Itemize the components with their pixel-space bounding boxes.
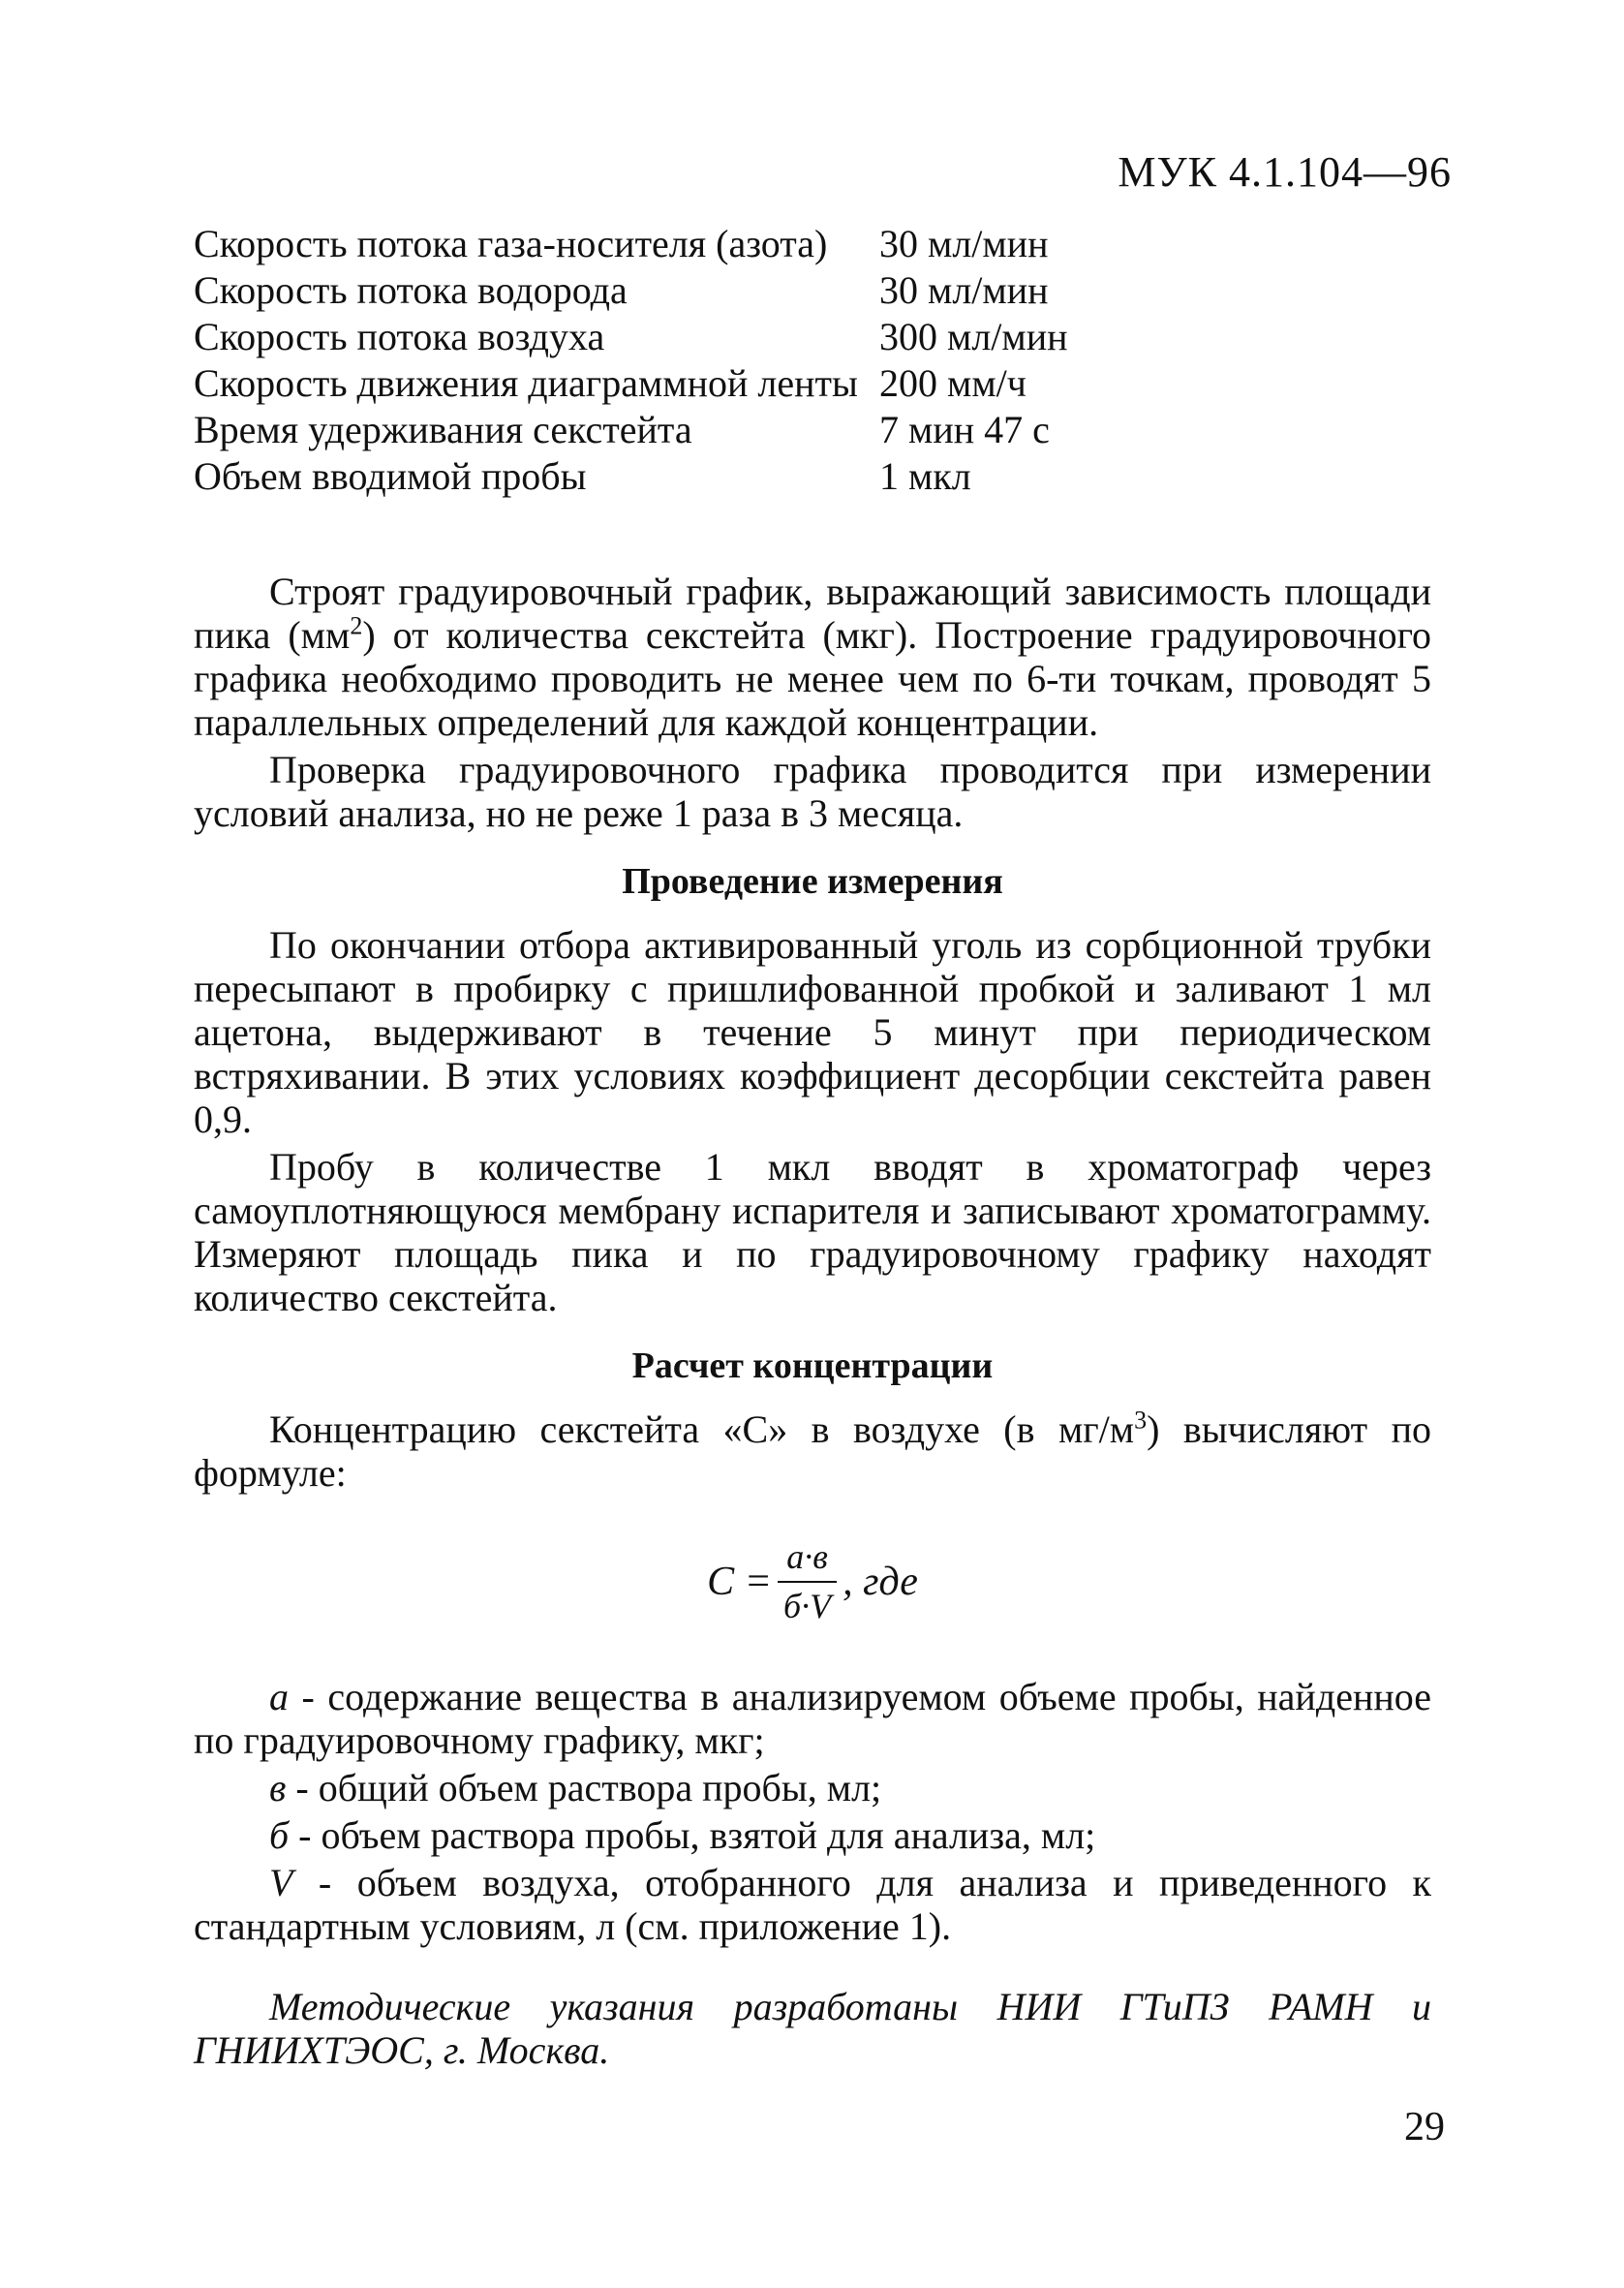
definition-a: а - содержание вещества в анализируемом объеме пробы, найденное по градуировочному графику, мкг;	[194, 1675, 1431, 1762]
definition-air-volume: V - объем воздуха, отобранного для анализа и приведенного к стандартным условиям, л (см. приложение 1).	[194, 1861, 1431, 1948]
param-row-retention-time	[194, 407, 1453, 453]
document-body	[194, 570, 1431, 2072]
paragraph-injection: Пробу в количестве 1 мкл вводят в хроматограф через самоуплотняющуюся мембрану испарителя и записывают хроматограмму. Измеряют площадь пика и по градуировочному графику находят количество секстейта.	[194, 1145, 1431, 1319]
formula-lhs: C =	[707, 1559, 772, 1604]
param-value: 200 мм/ч	[879, 361, 1026, 405]
formula-suffix: , где	[843, 1559, 918, 1604]
formula-fraction	[778, 1535, 837, 1628]
definition-b: б - объем раствора пробы, взятой для анализа, мл;	[269, 1813, 1096, 1857]
paragraph-calibration: Строят градуировочный график, выражающий зависимость площади пика $(мм^2)$ от количества секстейта (мкг). Построение градуировочного графика необходимо проводить не менее чем по 6-ти точкам, проводят 5 параллельных определений для каждой концентрации.	[194, 570, 1432, 744]
param-row-chart-speed	[194, 360, 1453, 407]
param-value: 1 мкл	[879, 454, 971, 498]
param-value: 30 мл/мин	[879, 268, 1049, 312]
formula-denominator: б·V	[778, 1581, 837, 1628]
param-label: Скорость потока водорода	[194, 268, 628, 312]
param-value: 300 мл/мин	[879, 315, 1068, 358]
document-code-header: МУК 4.1.104—96	[1118, 148, 1452, 196]
param-row-carrier-gas	[194, 221, 1453, 267]
param-row-hydrogen	[194, 267, 1453, 314]
definition-v-total: в - общий объем раствора пробы, мл;	[269, 1766, 882, 1809]
section-heading-measurement: Проведение измерения	[622, 861, 1003, 902]
paragraph-formula-intro: Концентрацию секстейта «С» в воздухе (в $мг/м^3$) вычисляют по формуле:	[194, 1406, 1431, 1495]
param-row-air	[194, 314, 1453, 360]
paragraph-calibration-check: Проверка градуировочного графика проводится при измерении условий анализа, но не реже 1 раза в 3 месяца.	[194, 748, 1431, 835]
param-label: Время удерживания секстейта	[194, 408, 692, 451]
param-label: Скорость потока воздуха	[194, 315, 605, 358]
param-label: Скорость движения диаграммной ленты	[194, 361, 858, 405]
parameters-table	[194, 221, 1453, 500]
credits-note: Методические указания разработаны НИИ ГТиПЗ РАМН и ГНИИХТЭОС, г. Москва.	[194, 1985, 1431, 2072]
param-label: Объем вводимой пробы	[194, 454, 587, 498]
param-label: Скорость потока газа-носителя (азота)	[194, 222, 828, 265]
paragraph-sample-prep: По окончании отбора активированный уголь из сорбционной трубки пересыпают в пробирку с пришлифованной пробкой и заливают 1 мл ацетона, выдерживают в течение 5 минут при периодическом встряхивании. В этих условиях коэффициент десорбции секстейта равен 0,9.	[194, 923, 1431, 1141]
param-row-sample-volume	[194, 453, 1453, 500]
section-heading-calculation: Расчет концентрации	[631, 1345, 994, 1386]
page-number: 29	[1404, 2105, 1445, 2149]
concentration-formula	[194, 1535, 1431, 1628]
param-value: 7 мин 47 с	[879, 408, 1050, 451]
formula-numerator: а·в	[786, 1537, 828, 1576]
param-value: 30 мл/мин	[879, 222, 1049, 265]
